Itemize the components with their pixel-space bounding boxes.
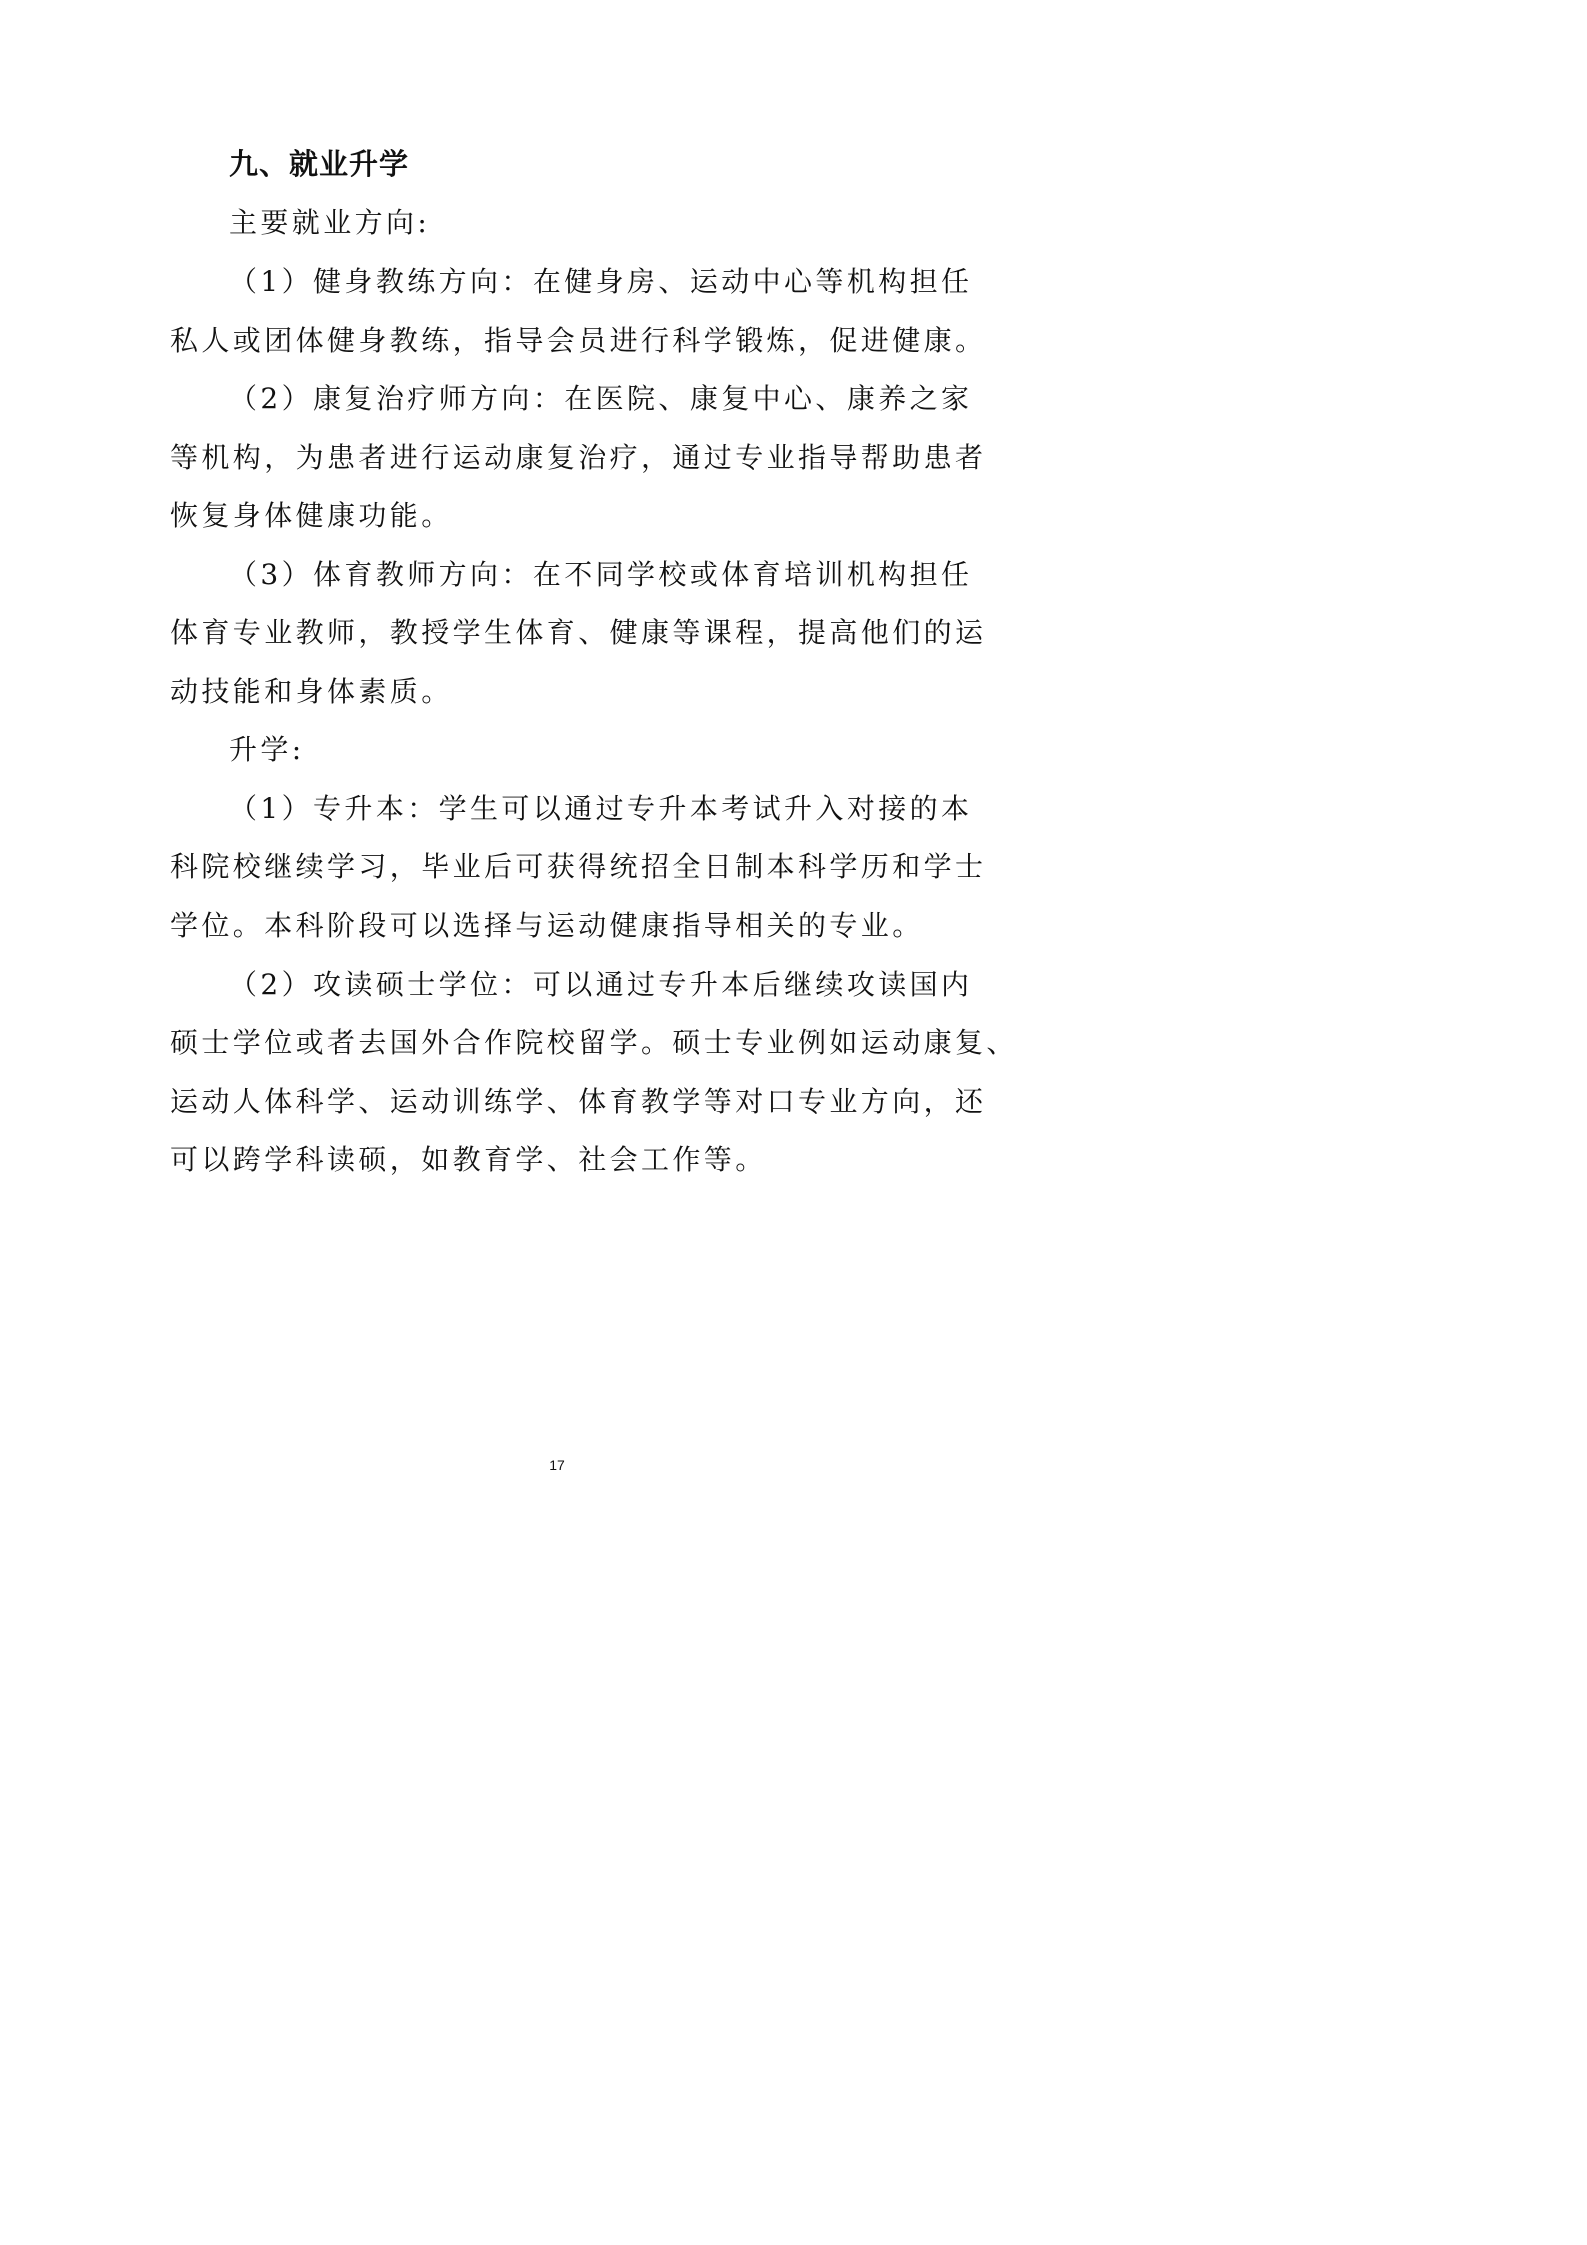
further-study-item-2-line-1: （2）攻读硕士学位：可以通过专升本后继续攻读国内 bbox=[229, 968, 973, 1001]
further-study-label: 升学: bbox=[229, 733, 305, 766]
employment-item-1-line-1: （1）健身教练方向：在健身房、运动中心等机构担任 bbox=[229, 265, 973, 298]
further-study-item-1-line-1: （1）专升本：学生可以通过专升本考试升入对接的本 bbox=[229, 792, 973, 825]
employment-item-3-line-2: 体育专业教师，教授学生体育、健康等课程，提高他们的运 bbox=[170, 616, 987, 649]
further-study-item-2-line-2: 硕士学位或者去国外合作院校留学。硕士专业例如运动康复、 bbox=[170, 1026, 1018, 1059]
employment-item-2-line-1: （2）康复治疗师方向：在医院、康复中心、康养之家 bbox=[229, 382, 973, 415]
further-study-item-2-line-4: 可以跨学科读硕，如教育学、社会工作等。 bbox=[170, 1143, 767, 1176]
page-number: 17 bbox=[549, 1457, 565, 1473]
further-study-item-1-line-3: 学位。本科阶段可以选择与运动健康指导相关的专业。 bbox=[170, 909, 924, 942]
further-study-item-1-line-2: 科院校继续学习，毕业后可获得统招全日制本科学历和学士 bbox=[170, 850, 987, 883]
employment-label: 主要就业方向: bbox=[229, 206, 431, 239]
employment-item-2-line-3: 恢复身体健康功能。 bbox=[170, 499, 453, 532]
employment-item-3-line-3: 动技能和身体素质。 bbox=[170, 675, 453, 708]
document-page bbox=[0, 0, 1114, 1574]
employment-item-1-line-2: 私人或团体健身教练，指导会员进行科学锻炼，促进健康。 bbox=[170, 324, 987, 357]
employment-item-2-line-2: 等机构，为患者进行运动康复治疗，通过专业指导帮助患者 bbox=[170, 441, 987, 474]
employment-item-3-line-1: （3）体育教师方向：在不同学校或体育培训机构担任 bbox=[229, 558, 973, 591]
section-heading: 九、就业升学 bbox=[229, 147, 410, 181]
further-study-item-2-line-3: 运动人体科学、运动训练学、体育教学等对口专业方向，还 bbox=[170, 1085, 987, 1118]
